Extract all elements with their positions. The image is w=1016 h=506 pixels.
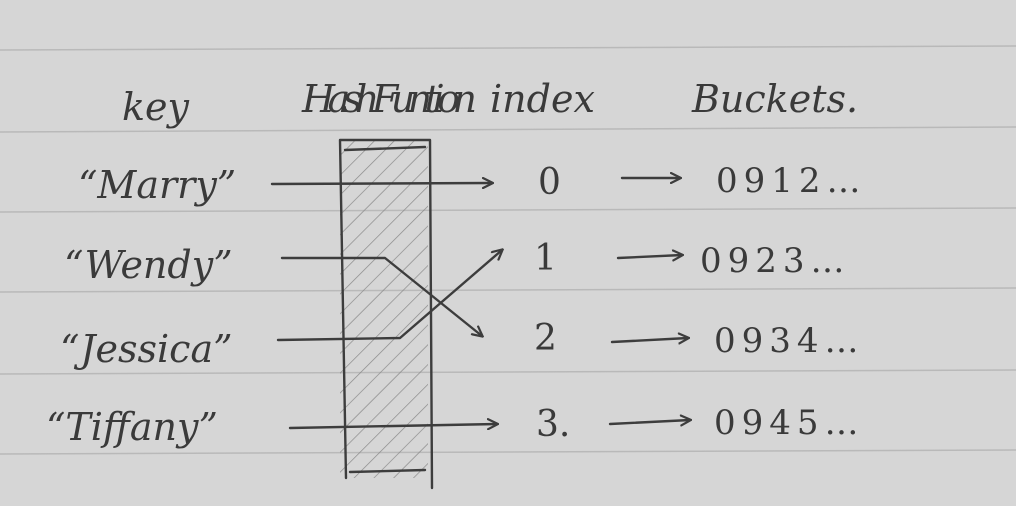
- bucket-1: 0923…: [700, 241, 851, 281]
- index-2: 2: [534, 318, 557, 359]
- header-index: index: [490, 77, 595, 121]
- arrow-1-to-bucket: [618, 255, 682, 258]
- arrow-2-to-bucket: [612, 338, 688, 342]
- header-buckets: Buckets.: [692, 77, 859, 121]
- key-wendy: “Wendy”: [64, 243, 233, 287]
- header-hash-function: HashFuntion: [302, 77, 477, 121]
- header-key: key: [122, 85, 189, 129]
- index-3: 3.: [536, 404, 571, 445]
- arrow-3-to-bucket: [610, 420, 690, 424]
- index-0: 0: [538, 162, 561, 203]
- index-1: 1: [534, 238, 557, 279]
- bucket-2: 0934…: [714, 321, 865, 361]
- key-tiffany: “Tiffany”: [46, 405, 218, 449]
- key-marry: “Marry”: [78, 163, 237, 207]
- key-jessica: “Jessica”: [60, 327, 233, 371]
- bucket-3: 0945…: [714, 403, 865, 443]
- bucket-0: 0912…: [716, 161, 867, 201]
- arrow-marry-to-0: [272, 183, 492, 184]
